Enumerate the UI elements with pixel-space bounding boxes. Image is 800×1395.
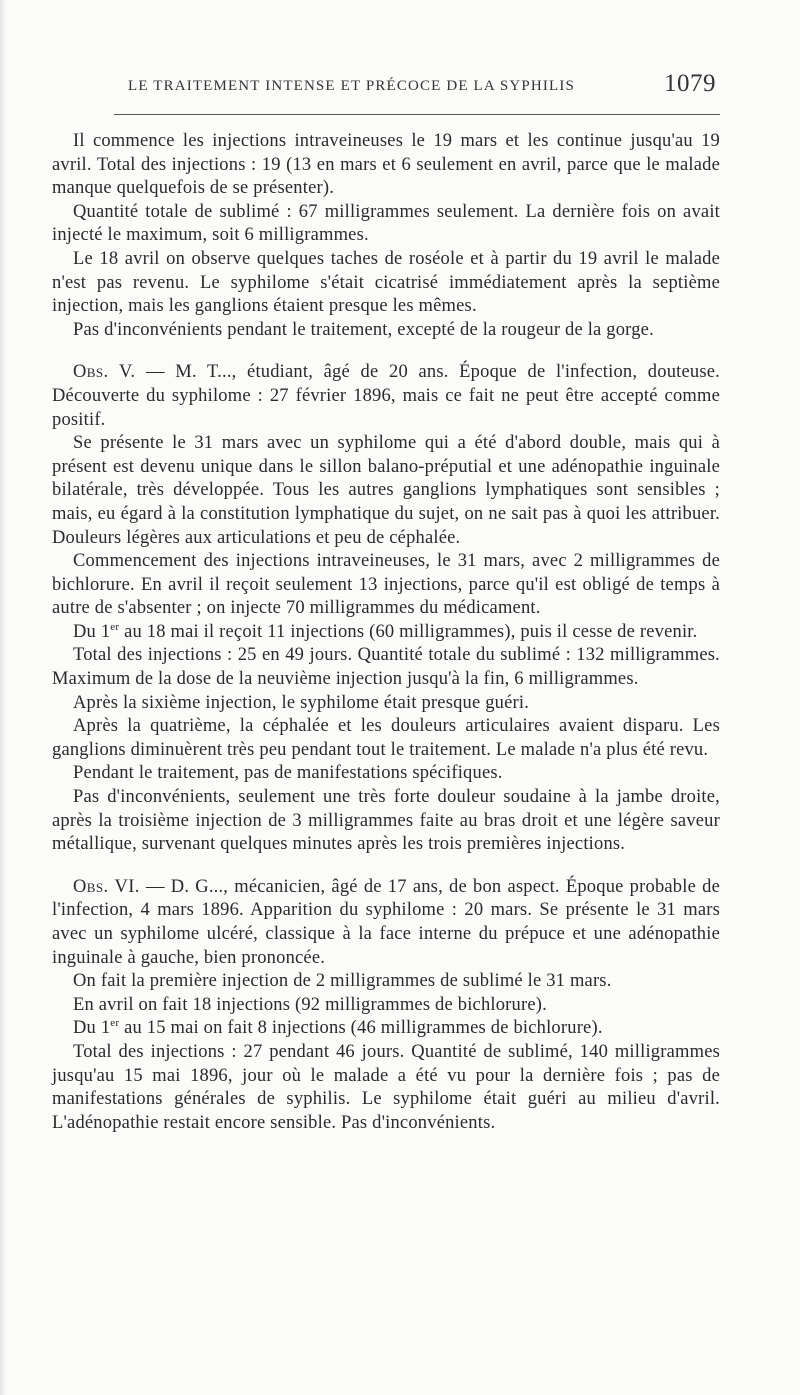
observation-v-text: — M. T..., étudiant, âgé de 20 ans. Époque de l'infection, douteuse. Découverte du syphilome : 27 février 1896, mais ce fait ne peut être accepté comme positif. — [52, 362, 720, 430]
observation-vi-label: Obs. VI. — [73, 876, 140, 897]
paragraph-text: au 15 mai on fait 8 injections (46 milligrammes de bichlorure). — [119, 1018, 603, 1039]
body-text — [52, 130, 720, 1135]
page-edge-shadow — [0, 0, 6, 1395]
paragraph: Commencement des injections intraveineuses, le 31 mars, avec 2 milligrammes de bichlorure. En avril il reçoit seulement 13 injections, parce qu'il est obligé de temps à autre de s'absenter ; on injecte 70 milligrammes du médicament. — [52, 551, 720, 619]
paragraph-text: au 18 mai il reçoit 11 injections (60 milligrammes), puis il cesse de revenir. — [119, 621, 698, 642]
paragraph: Pas d'inconvénients pendant le traitement, excepté de la rougeur de la gorge. — [73, 319, 654, 340]
paragraph: Quantité totale de sublimé : 67 milligrammes seulement. La dernière fois on avait injecté le maximum, soit 6 milligrammes. — [52, 201, 720, 246]
running-title: LE TRAITEMENT INTENSE ET PRÉCOCE DE LA SYPHILIS — [128, 78, 575, 94]
paragraph: Pas d'inconvénients, seulement une très forte douleur soudaine à la jambe droite, après la troisième injection de 3 milligrammes faite au bras droit et une légère saveur métallique, survenant quelques minutes après les trois premières injections. — [52, 787, 720, 855]
ordinal-superscript: er — [110, 1017, 120, 1030]
page-number: 1079 — [664, 70, 716, 97]
paragraph-text: Du 1 — [73, 621, 111, 642]
paragraph: Total des injections : 27 pendant 46 jours. Quantité de sublimé, 140 milligrammes jusqu'au 15 mai 1896, jour où le malade a été vu pour la dernière fois ; pas de manifestations générales de syphilis. Le syphilome était guéri au milieu d'avril. L'adénopathie restait encore sensible. Pas d'inconvénients. — [52, 1041, 720, 1133]
paragraph-text: Du 1 — [73, 1018, 111, 1039]
paragraph: Pendant le traitement, pas de manifestations spécifiques. — [73, 763, 503, 784]
ordinal-superscript: er — [110, 620, 120, 633]
paragraph: Total des injections : 25 en 49 jours. Quantité totale du sublimé : 132 milligrammes. Maximum de la dose de la neuvième injection jusqu'à la fin, 6 milligrammes. — [52, 645, 720, 690]
paragraph — [52, 1017, 720, 1041]
observation-v-label: Obs. V. — [73, 362, 136, 383]
paragraph: Le 18 avril on observe quelques taches de roséole et à partir du 19 avril le malade n'est pas revenu. Le syphilome s'était cicatrisé immédiatement après la septième injection, mais les ganglions étaient presque les mêmes. — [52, 248, 720, 317]
paragraph: Se présente le 31 mars avec un syphilome qui a été d'abord double, mais qui à présent est devenu unique dans le sillon balano-préputial et une adénopathie inguinale bilatérale, très développée. Tous les autres ganglions lymphatiques sont sensibles ; mais, eu égard à la constitution lymphatique du sujet, on ne sait pas à quoi les attribuer. Douleurs légères aux articulations et peu de céphalée. — [52, 433, 720, 548]
paragraph: Il commence les injections intraveineuses le 19 mars et les continue jusqu'au 19 avril. Total des injections : 19 (13 en mars et 6 seulement en avril, parce que le malade manque quelquefois de se présenter). — [52, 131, 720, 199]
observation-vi-text: — D. G..., mécanicien, âgé de 17 ans, de bon aspect. Époque probable de l'infection, 4 mars 1896. Apparition du syphilome : 20 mars. Se présente le 31 mars avec un syphilome ulcéré, classique à la face interne du prépuce et une adénopathie inguinale à gauche, bien prononcée. — [52, 876, 720, 968]
paragraph: Après la quatrième, la céphalée et les douleurs articulaires avaient disparu. Les ganglions diminuèrent très peu pendant tout le traitement. Le malade n'a plus été revu. — [52, 716, 720, 760]
paragraph: Après la sixième injection, le syphilome était presque guéri. — [73, 692, 530, 713]
observation-v-paragraph — [52, 361, 720, 432]
paragraph: En avril on fait 18 injections (92 milligrammes de bichlorure). — [73, 994, 547, 1015]
paragraph — [52, 621, 720, 645]
running-head — [114, 70, 720, 104]
header-rule — [114, 114, 720, 115]
paragraph: On fait la première injection de 2 milligrammes de sublimé le 31 mars. — [73, 971, 612, 992]
observation-vi-paragraph — [52, 876, 720, 970]
